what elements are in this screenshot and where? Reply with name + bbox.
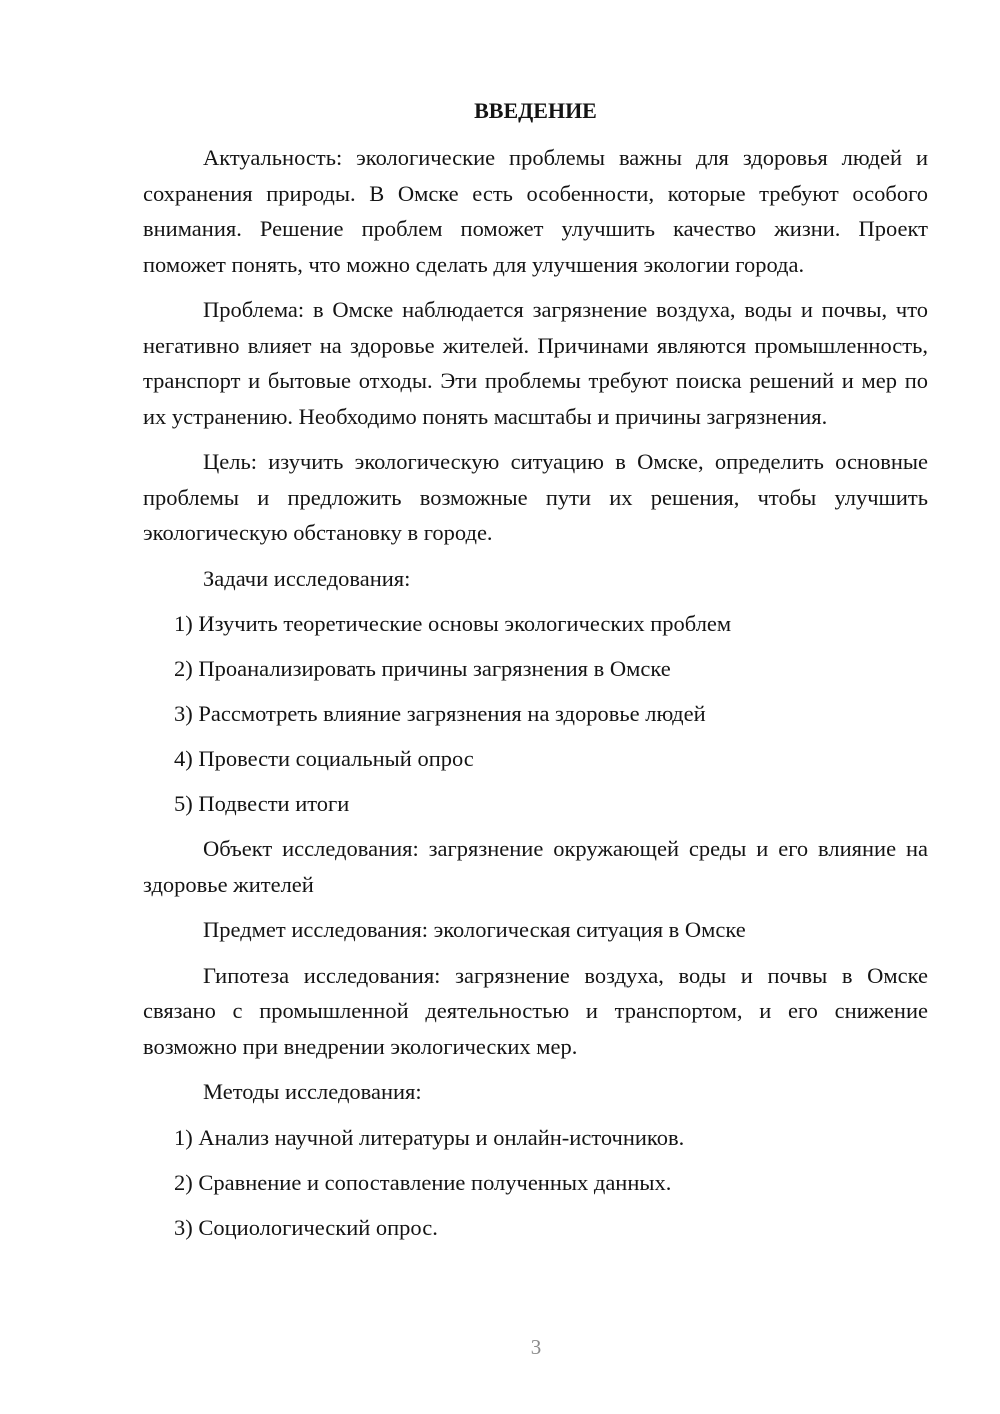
method-item-2: 2) Сравнение и сопоставление полученных данных. [174,1169,672,1195]
page-content [143,93,928,1255]
task-item-5: 5) Подвести итоги [174,791,350,816]
tasks-heading: Задачи исследования: [203,565,411,591]
method-item-3: 3) Социологический опрос. [174,1214,438,1240]
task-item-3: 3) Рассмотреть влияние загрязнения на здоровье людей [174,701,706,726]
task-item-2: 2) Проанализировать причины загрязнения в Омске [174,656,671,681]
methods-heading: Методы исследования: [203,1079,422,1104]
hypothesis-paragraph: Гипотеза исследования: загрязнение воздуха, воды и почвы в Омске связано с промышленной деятельностью и транспортом, и его снижение возможно при внедрении экологических мер. [143,962,928,1059]
page-number: 3 [530,1335,542,1359]
subject-paragraph: Предмет исследования: экологическая ситуация в Омске [203,917,746,942]
task-item-4: 4) Провести социальный опрос [174,746,474,771]
goal-paragraph: Цель: изучить экологическую ситуацию в Омске, определить основные проблемы и предложить возможные пути их решения, чтобы улучшить экологическую обстановку в городе. [143,449,928,545]
object-paragraph: Объект исследования: загрязнение окружающей среды и его влияние на здоровье жителей [143,836,928,897]
relevance-paragraph: Актуальность: экологические проблемы важны для здоровья людей и сохранения природы. В Омске есть особенности, которые требуют особого внимания. Решение проблем поможет улучшить качество жизни. Проект поможет понять, что можно сделать для улучшения экологии города. [143,145,928,277]
task-item-1: 1) Изучить теоретические основы экологических проблем [174,611,732,636]
method-item-1: 1) Анализ научной литературы и онлайн-источников. [174,1124,685,1150]
page-title: ВВЕДЕНИЕ [474,98,597,123]
problem-paragraph: Проблема: в Омске наблюдается загрязнение воздуха, воды и почвы, что негативно влияет на здоровье жителей. Причинами являются промышленность, транспорт и бытовые отходы. Эти проблемы требуют поиска решений и мер по их устранению. Необходимо понять масштабы и причины загрязнения. [143,297,928,429]
